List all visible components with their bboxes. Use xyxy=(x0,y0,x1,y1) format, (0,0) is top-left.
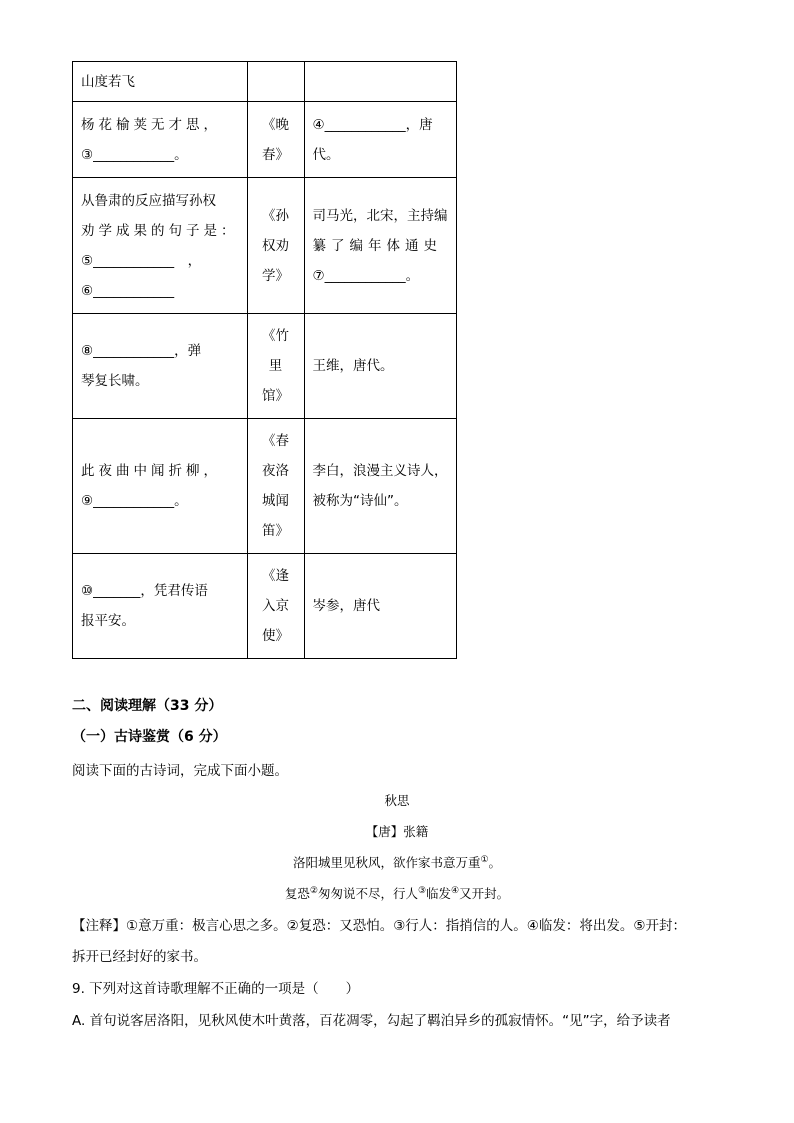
table-cell xyxy=(247,419,304,554)
fill-blank-3: ③____________。 xyxy=(81,146,188,163)
table-cell xyxy=(304,554,456,659)
table-row xyxy=(73,554,457,659)
fill-blank-6: ⑥____________ xyxy=(81,282,175,299)
table-cell xyxy=(247,314,304,419)
poem-text: 临发 xyxy=(426,886,452,901)
poem-text: 。 xyxy=(488,855,502,870)
annotation-line: 拆开已经封好的家书。 xyxy=(72,949,207,965)
table-row xyxy=(73,62,457,102)
fill-blank-5: ⑤____________ ， xyxy=(81,252,202,269)
cell-text: 入京 xyxy=(262,598,289,614)
note-marker: ② xyxy=(309,885,318,896)
cell-text: 《晚 xyxy=(262,116,289,133)
cell-text: 山度若飞 xyxy=(81,73,135,90)
table-cell xyxy=(304,314,456,419)
fill-blank-10: ⑩_______，凭君传语 xyxy=(81,583,208,599)
table-cell xyxy=(247,102,304,178)
table-cell xyxy=(247,178,304,314)
table-cell xyxy=(73,102,248,178)
cell-text: 劝学成果的句子是： xyxy=(81,222,239,239)
poem-text: 又开封。 xyxy=(459,886,510,901)
cell-text: 纂了编年体通史 xyxy=(312,237,442,254)
table-cell xyxy=(304,102,456,178)
table-cell xyxy=(73,314,248,419)
table-cell xyxy=(247,554,304,659)
section-title: 二、阅读理解（33 分） xyxy=(72,698,223,714)
fill-blank-4: ④____________，唐 xyxy=(312,116,433,133)
cell-text: 从鲁肃的反应描写孙权 xyxy=(81,192,216,209)
cell-text: 馆》 xyxy=(262,388,289,404)
poetry-fill-in-table xyxy=(72,61,457,659)
note-marker: ③ xyxy=(417,885,427,896)
cell-text: 使》 xyxy=(262,628,289,644)
subsection-title: （一）古诗鉴赏（6 分） xyxy=(72,729,227,745)
cell-text: 笛》 xyxy=(262,523,289,539)
fill-blank-7: ⑦____________。 xyxy=(312,267,420,284)
table-cell xyxy=(73,419,248,554)
table-row xyxy=(73,419,457,554)
cell-text: 代。 xyxy=(312,146,340,163)
cell-text: 岑参，唐代 xyxy=(312,598,380,614)
cell-text: 夜洛 xyxy=(262,463,289,479)
cell-text: 被称为“诗仙”。 xyxy=(312,493,408,509)
cell-text: 权劝 xyxy=(262,237,289,254)
poem-title: 秋思 xyxy=(384,793,410,808)
table-cell xyxy=(304,178,456,314)
instruction-text: 阅读下面的古诗词，完成下面小题。 xyxy=(72,763,288,779)
cell-text: 城闻 xyxy=(262,493,289,509)
note-marker: ④ xyxy=(451,885,460,896)
fill-blank-9: ⑨____________。 xyxy=(81,493,188,509)
poem-line-1 xyxy=(0,853,794,871)
cell-text: 王维，唐代。 xyxy=(312,358,394,374)
cell-text: 《竹 xyxy=(262,328,289,344)
poem-text: 洛阳城里见秋风，欲作家书意万重 xyxy=(292,855,481,870)
cell-text: 学》 xyxy=(262,267,289,284)
cell-text: 李白，浪漫主义诗人， xyxy=(312,463,448,479)
cell-text: 司马光，北宋，主持编 xyxy=(312,207,448,224)
note-marker: ① xyxy=(480,854,489,865)
table-cell xyxy=(247,62,304,102)
table-row xyxy=(73,102,457,178)
cell-text: 此夜曲中闻折柳， xyxy=(81,463,221,479)
cell-text: 琴复长啸。 xyxy=(81,373,149,389)
table-cell xyxy=(73,178,248,314)
cell-text: 里 xyxy=(268,358,283,374)
annotation-line: 【注释】①意万重：极言心思之多。②复恐：又恐怕。③行人：指捎信的人。④临发：将出发。⑤开封： xyxy=(72,918,687,934)
fill-blank-8: ⑧____________，弹 xyxy=(81,343,202,359)
poem-text: 匆匆说不尽，行人 xyxy=(317,886,418,901)
cell-text: 春》 xyxy=(262,146,289,163)
question-9: 9. 下列对这首诗歌理解不正确的一项是（ ） xyxy=(72,981,360,997)
table-cell xyxy=(304,419,456,554)
poem-line-2 xyxy=(0,884,794,902)
table-cell xyxy=(73,554,248,659)
table-row xyxy=(73,178,457,314)
cell-text: 杨花榆荚无才思， xyxy=(81,116,221,133)
cell-text: 《孙 xyxy=(262,207,289,224)
poem-text: 复恐 xyxy=(284,886,310,901)
cell-text: 《逢 xyxy=(262,568,289,584)
table-cell xyxy=(73,62,248,102)
table-cell xyxy=(304,62,456,102)
poem-author: 【唐】张籍 xyxy=(365,824,429,839)
table-row xyxy=(73,314,457,419)
option-a: A. 首句说客居洛阳，见秋风使木叶黄落，百花凋零，勾起了羁泊异乡的孤寂情怀。“见”字，给予读者 xyxy=(72,1013,671,1029)
cell-text: 报平安。 xyxy=(81,613,135,629)
cell-text: 《春 xyxy=(262,433,289,449)
